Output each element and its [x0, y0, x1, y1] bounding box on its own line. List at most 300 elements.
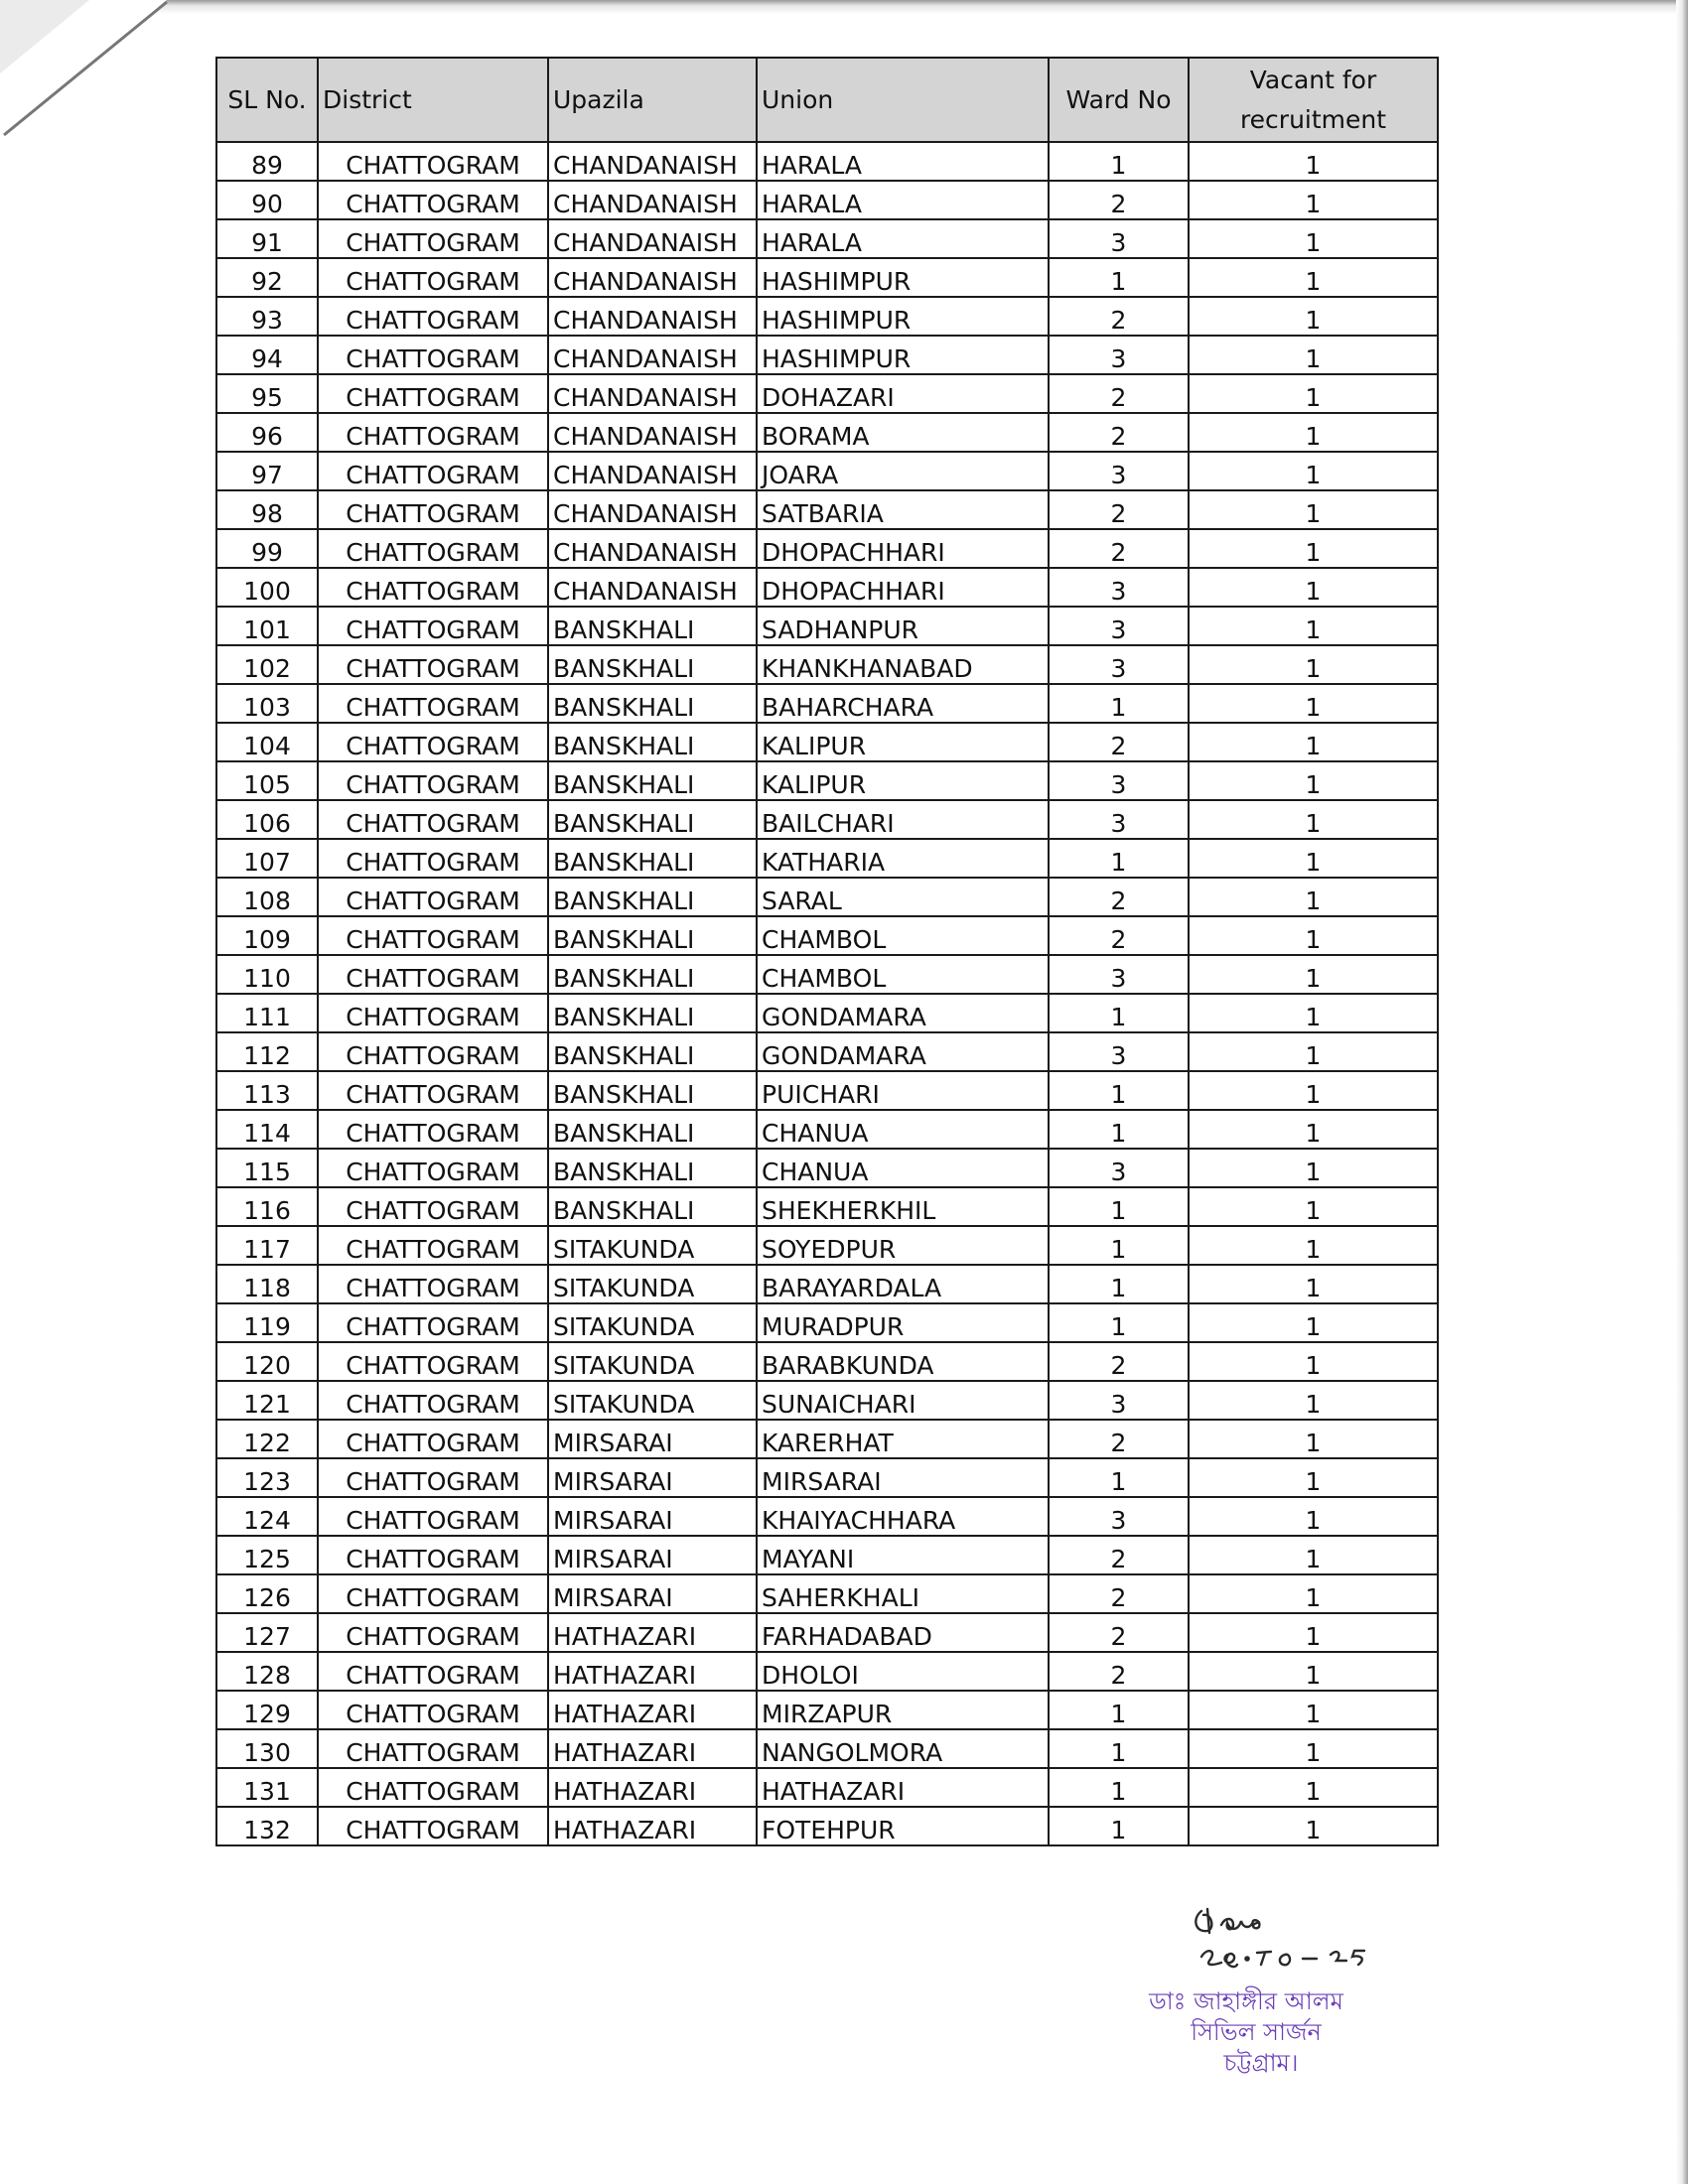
table-row: [216, 723, 1438, 761]
table-row: [216, 1420, 1438, 1458]
cell-union: HARALA: [757, 219, 1049, 258]
cell-sl-no: 90: [216, 181, 318, 219]
table-row: [216, 1497, 1438, 1536]
scan-right-edge: [1676, 0, 1688, 2184]
cell-sl-no: 89: [216, 142, 318, 181]
cell-sl-no: 95: [216, 374, 318, 413]
table-row: [216, 452, 1438, 490]
cell-upazila: CHANDANAISH: [548, 336, 757, 374]
cell-vacant: 1: [1189, 1458, 1438, 1497]
cell-sl-no: 132: [216, 1807, 318, 1845]
cell-sl-no: 112: [216, 1032, 318, 1071]
cell-district: CHATTOGRAM: [318, 219, 548, 258]
header-sl-no: SL No.: [216, 58, 318, 142]
cell-union: NANGOLMORA: [757, 1729, 1049, 1768]
stamp-designation: সিভিল সার্জন: [1191, 2018, 1322, 2046]
table-row: [216, 1187, 1438, 1226]
cell-vacant: 1: [1189, 955, 1438, 994]
cell-sl-no: 122: [216, 1420, 318, 1458]
cell-union: DHOLOI: [757, 1652, 1049, 1691]
cell-ward-no: 3: [1049, 761, 1189, 800]
cell-vacant: 1: [1189, 568, 1438, 607]
cell-district: CHATTOGRAM: [318, 994, 548, 1032]
cell-union: MURADPUR: [757, 1303, 1049, 1342]
cell-ward-no: 1: [1049, 1110, 1189, 1149]
cell-district: CHATTOGRAM: [318, 1342, 548, 1381]
cell-vacant: 1: [1189, 1342, 1438, 1381]
cell-sl-no: 129: [216, 1691, 318, 1729]
cell-union: BAILCHARI: [757, 800, 1049, 839]
cell-union: SARAL: [757, 878, 1049, 916]
cell-ward-no: 2: [1049, 723, 1189, 761]
cell-union: SAHERKHALI: [757, 1574, 1049, 1613]
cell-district: CHATTOGRAM: [318, 1265, 548, 1303]
header-vacant-line-1: Vacant for: [1249, 65, 1377, 94]
cell-upazila: BANSKHALI: [548, 761, 757, 800]
cell-upazila: CHANDANAISH: [548, 529, 757, 568]
table-row: [216, 994, 1438, 1032]
cell-ward-no: 1: [1049, 1691, 1189, 1729]
cell-union: BARABKUNDA: [757, 1342, 1049, 1381]
cell-district: CHATTOGRAM: [318, 1032, 548, 1071]
table-row: [216, 878, 1438, 916]
cell-ward-no: 2: [1049, 297, 1189, 336]
cell-union: SOYEDPUR: [757, 1226, 1049, 1265]
cell-district: CHATTOGRAM: [318, 1497, 548, 1536]
table-row: [216, 1574, 1438, 1613]
cell-sl-no: 111: [216, 994, 318, 1032]
cell-vacant: 1: [1189, 258, 1438, 297]
cell-upazila: BANSKHALI: [548, 1071, 757, 1110]
cell-sl-no: 123: [216, 1458, 318, 1497]
cell-vacant: 1: [1189, 1110, 1438, 1149]
cell-union: DHOPACHHARI: [757, 529, 1049, 568]
cell-upazila: BANSKHALI: [548, 994, 757, 1032]
cell-vacant: 1: [1189, 1226, 1438, 1265]
table-row: [216, 1652, 1438, 1691]
cell-sl-no: 113: [216, 1071, 318, 1110]
cell-ward-no: 3: [1049, 1149, 1189, 1187]
table-row: [216, 1265, 1438, 1303]
cell-ward-no: 3: [1049, 1032, 1189, 1071]
table-row: [216, 1381, 1438, 1420]
header-upazila: Upazila: [548, 58, 757, 142]
cell-ward-no: 2: [1049, 878, 1189, 916]
cell-sl-no: 93: [216, 297, 318, 336]
table-row: [216, 219, 1438, 258]
cell-vacant: 1: [1189, 839, 1438, 878]
table-row: [216, 607, 1438, 645]
cell-vacant: 1: [1189, 723, 1438, 761]
cell-ward-no: 3: [1049, 800, 1189, 839]
cell-district: CHATTOGRAM: [318, 1149, 548, 1187]
cell-vacant: 1: [1189, 181, 1438, 219]
cell-sl-no: 102: [216, 645, 318, 684]
cell-upazila: HATHAZARI: [548, 1691, 757, 1729]
table-row: [216, 1613, 1438, 1652]
cell-ward-no: 3: [1049, 1381, 1189, 1420]
cell-upazila: CHANDANAISH: [548, 568, 757, 607]
cell-district: CHATTOGRAM: [318, 1226, 548, 1265]
cell-union: MIRZAPUR: [757, 1691, 1049, 1729]
cell-sl-no: 104: [216, 723, 318, 761]
cell-sl-no: 124: [216, 1497, 318, 1536]
cell-union: BAHARCHARA: [757, 684, 1049, 723]
cell-district: CHATTOGRAM: [318, 529, 548, 568]
table-row: [216, 142, 1438, 181]
cell-vacant: 1: [1189, 607, 1438, 645]
cell-district: CHATTOGRAM: [318, 607, 548, 645]
cell-upazila: BANSKHALI: [548, 607, 757, 645]
cell-upazila: MIRSARAI: [548, 1574, 757, 1613]
cell-vacant: 1: [1189, 336, 1438, 374]
cell-ward-no: 3: [1049, 336, 1189, 374]
cell-sl-no: 119: [216, 1303, 318, 1342]
cell-upazila: BANSKHALI: [548, 684, 757, 723]
cell-vacant: 1: [1189, 142, 1438, 181]
cell-district: CHATTOGRAM: [318, 1768, 548, 1807]
cell-sl-no: 126: [216, 1574, 318, 1613]
table-row: [216, 181, 1438, 219]
cell-district: CHATTOGRAM: [318, 1187, 548, 1226]
cell-sl-no: 116: [216, 1187, 318, 1226]
cell-union: PUICHARI: [757, 1071, 1049, 1110]
table-row: [216, 1342, 1438, 1381]
cell-vacant: 1: [1189, 1652, 1438, 1691]
table-row: [216, 1071, 1438, 1110]
table-body: [216, 142, 1438, 1845]
table-row: [216, 1807, 1438, 1845]
cell-district: CHATTOGRAM: [318, 1071, 548, 1110]
cell-sl-no: 131: [216, 1768, 318, 1807]
cell-vacant: 1: [1189, 800, 1438, 839]
cell-vacant: 1: [1189, 413, 1438, 452]
cell-upazila: CHANDANAISH: [548, 452, 757, 490]
table-row: [216, 490, 1438, 529]
cell-sl-no: 128: [216, 1652, 318, 1691]
cell-ward-no: 2: [1049, 1613, 1189, 1652]
cell-sl-no: 98: [216, 490, 318, 529]
cell-district: CHATTOGRAM: [318, 916, 548, 955]
table-row: [216, 800, 1438, 839]
cell-vacant: 1: [1189, 529, 1438, 568]
cell-ward-no: 1: [1049, 839, 1189, 878]
cell-district: CHATTOGRAM: [318, 181, 548, 219]
cell-union: BORAMA: [757, 413, 1049, 452]
table-row: [216, 258, 1438, 297]
cell-upazila: MIRSARAI: [548, 1536, 757, 1574]
table-row: [216, 568, 1438, 607]
header-row: [216, 58, 1438, 142]
cell-union: SHEKHERKHIL: [757, 1187, 1049, 1226]
cell-vacant: 1: [1189, 645, 1438, 684]
cell-district: CHATTOGRAM: [318, 1303, 548, 1342]
cell-upazila: BANSKHALI: [548, 1032, 757, 1071]
cell-union: HATHAZARI: [757, 1768, 1049, 1807]
cell-district: CHATTOGRAM: [318, 142, 548, 181]
cell-district: CHATTOGRAM: [318, 800, 548, 839]
cell-upazila: HATHAZARI: [548, 1613, 757, 1652]
cell-upazila: CHANDANAISH: [548, 142, 757, 181]
cell-district: CHATTOGRAM: [318, 1613, 548, 1652]
cell-union: CHANUA: [757, 1149, 1049, 1187]
cell-district: CHATTOGRAM: [318, 1458, 548, 1497]
cell-ward-no: 1: [1049, 1807, 1189, 1845]
cell-union: GONDAMARA: [757, 994, 1049, 1032]
cell-district: CHATTOGRAM: [318, 723, 548, 761]
scan-top-edge: [0, 0, 1688, 14]
table-row: [216, 1536, 1438, 1574]
table-row: [216, 413, 1438, 452]
cell-upazila: CHANDANAISH: [548, 490, 757, 529]
header-union: Union: [757, 58, 1049, 142]
cell-upazila: CHANDANAISH: [548, 297, 757, 336]
cell-vacant: 1: [1189, 1381, 1438, 1420]
cell-sl-no: 97: [216, 452, 318, 490]
cell-district: CHATTOGRAM: [318, 878, 548, 916]
table-row: [216, 374, 1438, 413]
cell-union: FARHADABAD: [757, 1613, 1049, 1652]
cell-district: CHATTOGRAM: [318, 1652, 548, 1691]
cell-district: CHATTOGRAM: [318, 413, 548, 452]
cell-district: CHATTOGRAM: [318, 761, 548, 800]
cell-sl-no: 121: [216, 1381, 318, 1420]
cell-sl-no: 99: [216, 529, 318, 568]
cell-ward-no: 1: [1049, 994, 1189, 1032]
cell-ward-no: 1: [1049, 258, 1189, 297]
table-row: [216, 529, 1438, 568]
cell-district: CHATTOGRAM: [318, 1110, 548, 1149]
cell-vacant: 1: [1189, 297, 1438, 336]
header-vacant-line-2: recruitment: [1239, 104, 1387, 134]
signature-block: [1087, 1891, 1405, 2090]
cell-ward-no: 2: [1049, 181, 1189, 219]
cell-vacant: 1: [1189, 490, 1438, 529]
cell-union: CHAMBOL: [757, 916, 1049, 955]
cell-union: MAYANI: [757, 1536, 1049, 1574]
cell-upazila: CHANDANAISH: [548, 219, 757, 258]
cell-vacant: 1: [1189, 1303, 1438, 1342]
cell-upazila: CHANDANAISH: [548, 258, 757, 297]
cell-ward-no: 2: [1049, 1420, 1189, 1458]
cell-upazila: BANSKHALI: [548, 800, 757, 839]
cell-vacant: 1: [1189, 1420, 1438, 1458]
cell-upazila: HATHAZARI: [548, 1729, 757, 1768]
cell-upazila: SITAKUNDA: [548, 1342, 757, 1381]
cell-ward-no: 3: [1049, 645, 1189, 684]
cell-district: CHATTOGRAM: [318, 684, 548, 723]
cell-district: CHATTOGRAM: [318, 1381, 548, 1420]
cell-ward-no: 3: [1049, 219, 1189, 258]
cell-upazila: MIRSARAI: [548, 1420, 757, 1458]
cell-district: CHATTOGRAM: [318, 490, 548, 529]
cell-vacant: 1: [1189, 1768, 1438, 1807]
cell-vacant: 1: [1189, 1265, 1438, 1303]
cell-upazila: MIRSARAI: [548, 1458, 757, 1497]
cell-district: CHATTOGRAM: [318, 1420, 548, 1458]
cell-district: CHATTOGRAM: [318, 645, 548, 684]
cell-sl-no: 120: [216, 1342, 318, 1381]
cell-upazila: CHANDANAISH: [548, 413, 757, 452]
folded-corner: [0, 0, 179, 149]
cell-sl-no: 109: [216, 916, 318, 955]
cell-vacant: 1: [1189, 374, 1438, 413]
cell-union: HARALA: [757, 181, 1049, 219]
cell-sl-no: 106: [216, 800, 318, 839]
cell-union: KALIPUR: [757, 761, 1049, 800]
cell-vacant: 1: [1189, 1149, 1438, 1187]
cell-upazila: SITAKUNDA: [548, 1226, 757, 1265]
table-row: [216, 1226, 1438, 1265]
cell-ward-no: 3: [1049, 955, 1189, 994]
table-row: [216, 1458, 1438, 1497]
table-row: [216, 1149, 1438, 1187]
cell-sl-no: 108: [216, 878, 318, 916]
cell-ward-no: 1: [1049, 1729, 1189, 1768]
cell-upazila: BANSKHALI: [548, 645, 757, 684]
cell-ward-no: 1: [1049, 1303, 1189, 1342]
cell-upazila: BANSKHALI: [548, 916, 757, 955]
cell-upazila: BANSKHALI: [548, 1187, 757, 1226]
cell-upazila: SITAKUNDA: [548, 1265, 757, 1303]
stamp-location: চট্টগ্রাম।: [1223, 2049, 1299, 2077]
cell-union: KALIPUR: [757, 723, 1049, 761]
recruitment-vacancy-table: [215, 57, 1439, 1846]
cell-ward-no: 2: [1049, 916, 1189, 955]
cell-upazila: MIRSARAI: [548, 1497, 757, 1536]
table-row: [216, 1768, 1438, 1807]
cell-district: CHATTOGRAM: [318, 1691, 548, 1729]
cell-vacant: 1: [1189, 1613, 1438, 1652]
cell-ward-no: 2: [1049, 1652, 1189, 1691]
cell-upazila: BANSKHALI: [548, 1110, 757, 1149]
cell-sl-no: 100: [216, 568, 318, 607]
cell-vacant: 1: [1189, 1729, 1438, 1768]
cell-ward-no: 1: [1049, 1226, 1189, 1265]
cell-ward-no: 3: [1049, 607, 1189, 645]
cell-union: HASHIMPUR: [757, 297, 1049, 336]
cell-upazila: BANSKHALI: [548, 839, 757, 878]
cell-district: CHATTOGRAM: [318, 297, 548, 336]
cell-district: CHATTOGRAM: [318, 568, 548, 607]
header-vacant-for-recruitment: [1189, 58, 1438, 142]
cell-union: JOARA: [757, 452, 1049, 490]
cell-district: CHATTOGRAM: [318, 955, 548, 994]
cell-district: CHATTOGRAM: [318, 1729, 548, 1768]
cell-union: KHANKHANABAD: [757, 645, 1049, 684]
cell-vacant: 1: [1189, 452, 1438, 490]
table-row: [216, 297, 1438, 336]
cell-sl-no: 115: [216, 1149, 318, 1187]
cell-union: CHANUA: [757, 1110, 1049, 1149]
cell-ward-no: 3: [1049, 1497, 1189, 1536]
table-row: [216, 955, 1438, 994]
cell-ward-no: 2: [1049, 413, 1189, 452]
cell-vacant: 1: [1189, 1032, 1438, 1071]
cell-union: CHAMBOL: [757, 955, 1049, 994]
cell-union: KARERHAT: [757, 1420, 1049, 1458]
cell-vacant: 1: [1189, 1691, 1438, 1729]
cell-vacant: 1: [1189, 219, 1438, 258]
cell-union: KATHARIA: [757, 839, 1049, 878]
table-row: [216, 645, 1438, 684]
table-row: [216, 1729, 1438, 1768]
cell-sl-no: 92: [216, 258, 318, 297]
cell-ward-no: 1: [1049, 1265, 1189, 1303]
cell-district: CHATTOGRAM: [318, 452, 548, 490]
cell-ward-no: 1: [1049, 1071, 1189, 1110]
cell-ward-no: 1: [1049, 1458, 1189, 1497]
cell-union: SUNAICHARI: [757, 1381, 1049, 1420]
cell-district: CHATTOGRAM: [318, 374, 548, 413]
cell-ward-no: 2: [1049, 1574, 1189, 1613]
cell-district: CHATTOGRAM: [318, 258, 548, 297]
cell-vacant: 1: [1189, 1071, 1438, 1110]
cell-vacant: 1: [1189, 878, 1438, 916]
cell-ward-no: 2: [1049, 1536, 1189, 1574]
table-row: [216, 1303, 1438, 1342]
cell-union: DOHAZARI: [757, 374, 1049, 413]
cell-ward-no: 1: [1049, 684, 1189, 723]
cell-union: HASHIMPUR: [757, 258, 1049, 297]
cell-ward-no: 1: [1049, 1187, 1189, 1226]
cell-vacant: 1: [1189, 1574, 1438, 1613]
cell-sl-no: 107: [216, 839, 318, 878]
cell-union: HASHIMPUR: [757, 336, 1049, 374]
cell-district: CHATTOGRAM: [318, 1574, 548, 1613]
cell-ward-no: 2: [1049, 1342, 1189, 1381]
cell-sl-no: 91: [216, 219, 318, 258]
table-row: [216, 839, 1438, 878]
header-ward-no: Ward No: [1049, 58, 1189, 142]
cell-upazila: HATHAZARI: [548, 1652, 757, 1691]
cell-district: CHATTOGRAM: [318, 839, 548, 878]
cell-vacant: 1: [1189, 684, 1438, 723]
cell-sl-no: 114: [216, 1110, 318, 1149]
cell-union: BARAYARDALA: [757, 1265, 1049, 1303]
cell-vacant: 1: [1189, 1187, 1438, 1226]
table-row: [216, 916, 1438, 955]
cell-union: DHOPACHHARI: [757, 568, 1049, 607]
cell-union: SADHANPUR: [757, 607, 1049, 645]
table-row: [216, 761, 1438, 800]
cell-ward-no: 2: [1049, 529, 1189, 568]
cell-vacant: 1: [1189, 761, 1438, 800]
cell-sl-no: 117: [216, 1226, 318, 1265]
cell-district: CHATTOGRAM: [318, 1807, 548, 1845]
cell-ward-no: 1: [1049, 142, 1189, 181]
cell-upazila: SITAKUNDA: [548, 1381, 757, 1420]
cell-ward-no: 1: [1049, 1768, 1189, 1807]
cell-union: KHAIYACHHARA: [757, 1497, 1049, 1536]
table-row: [216, 684, 1438, 723]
cell-upazila: CHANDANAISH: [548, 181, 757, 219]
cell-union: MIRSARAI: [757, 1458, 1049, 1497]
cell-sl-no: 118: [216, 1265, 318, 1303]
cell-union: GONDAMARA: [757, 1032, 1049, 1071]
header-district: District: [318, 58, 548, 142]
cell-vacant: 1: [1189, 1536, 1438, 1574]
cell-vacant: 1: [1189, 916, 1438, 955]
table-row: [216, 1032, 1438, 1071]
cell-ward-no: 2: [1049, 490, 1189, 529]
table-row: [216, 1691, 1438, 1729]
handwritten-signature: [1182, 1899, 1390, 1988]
cell-upazila: HATHAZARI: [548, 1768, 757, 1807]
cell-vacant: 1: [1189, 1807, 1438, 1845]
cell-upazila: SITAKUNDA: [548, 1303, 757, 1342]
cell-ward-no: 3: [1049, 568, 1189, 607]
